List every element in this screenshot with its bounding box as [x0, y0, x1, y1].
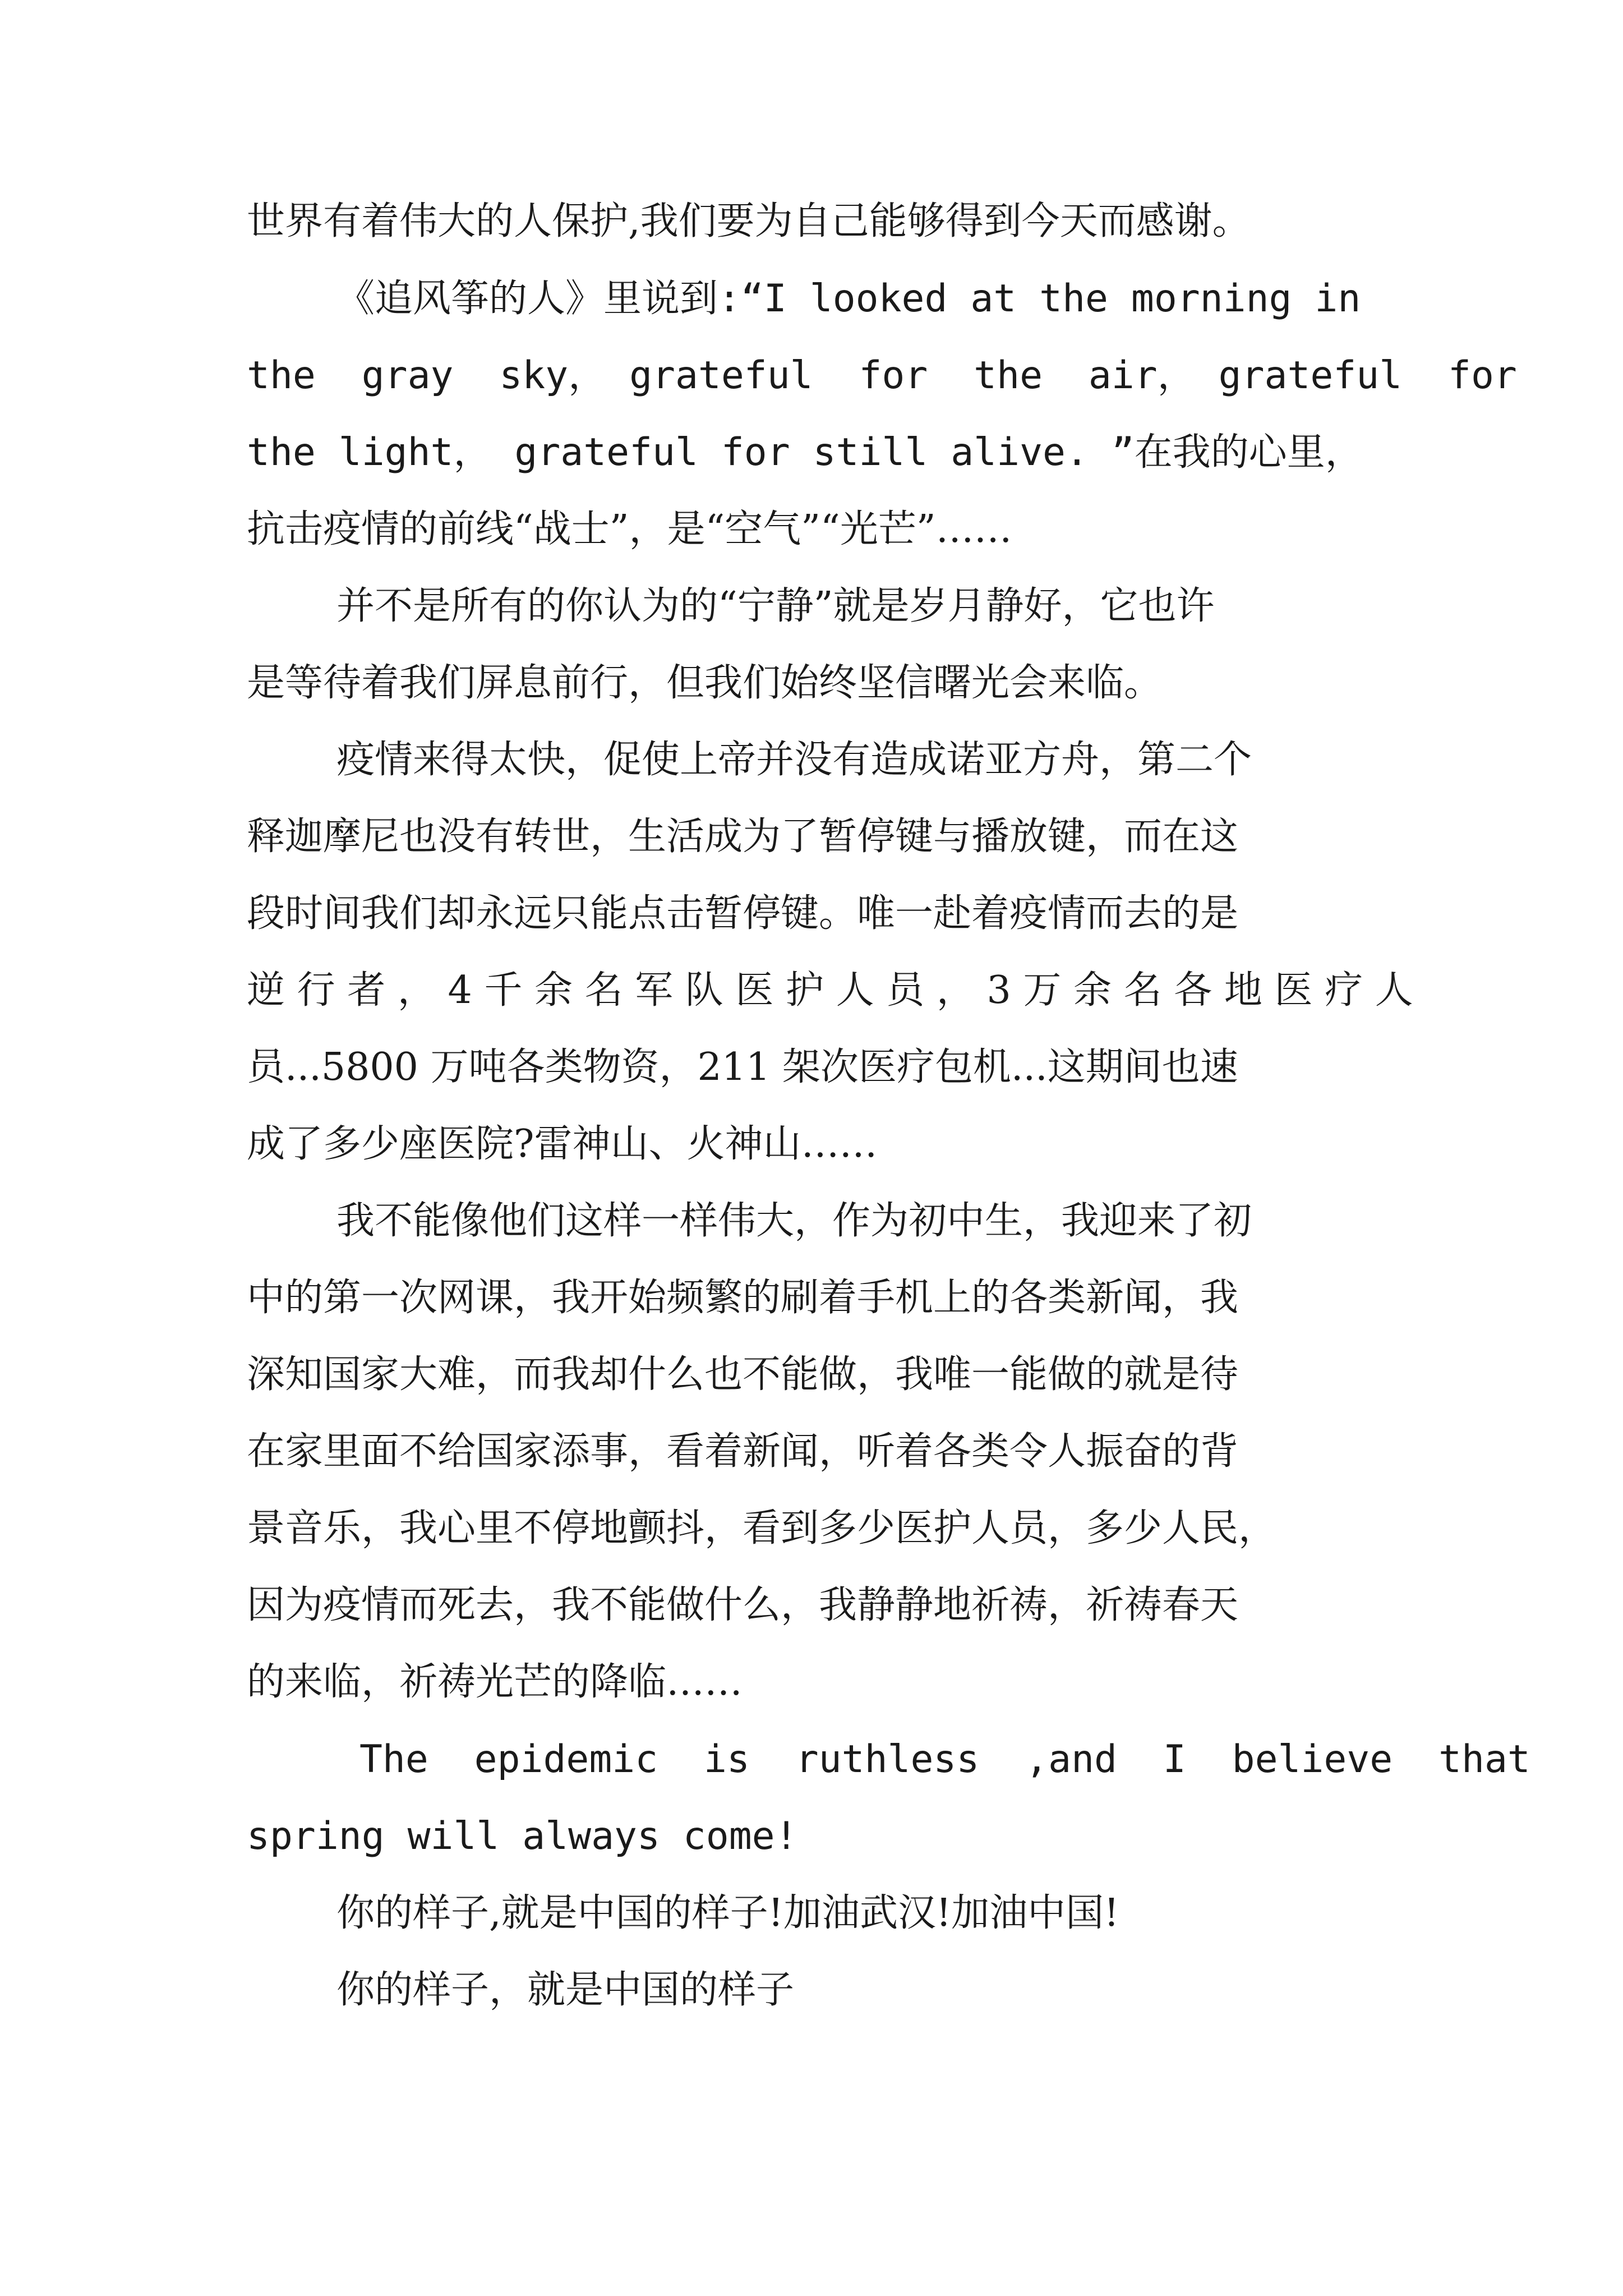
text-line: 员...5800 万吨各类物资，211 架次医疗包机...这期间也速	[247, 1045, 1238, 1089]
text-line: 深知国家大难，而我却什么也不能做，我唯一能做的就是待	[247, 1352, 1239, 1397]
text-line: 你的样子，就是中国的样子	[336, 1968, 795, 2012]
text-line: 逆 行 者 ， 4 千 余 名 军 队 医 护 人 员 ， 3 万 余 名 各 地 医 疗 人	[247, 968, 1413, 1013]
text-line: 是等待着我们屏息前行，但我们始终坚信曙光会来临。	[247, 661, 1163, 705]
text-line: 的来临，祈祷光芒的降临……	[247, 1660, 743, 1704]
text-line: 世界有着伟大的人保护,我们要为自己能够得到今天而感谢。	[247, 199, 1251, 243]
text-line: The epidemic is ruthless ,and I believe that	[336, 1737, 1530, 1782]
text-line: 《追风筝的人》里说到:“I looked at the morning in	[336, 277, 1361, 321]
text-line: 疫情来得太快，促使上帝并没有造成诺亚方舟，第二个	[336, 738, 1252, 782]
text-line: the gray sky， grateful for the air， grateful for	[247, 353, 1517, 398]
text-line: 抗击疫情的前线“战士”，是“空气”“光芒”……	[247, 507, 1012, 551]
text-line: the light， grateful for still alive. ”在我的心里，	[247, 430, 1363, 475]
text-line: 中的第一次网课，我开始频繁的刷着手机上的各类新闻，我	[247, 1276, 1239, 1320]
text-line: spring will always come!	[247, 1814, 798, 1858]
text-line: 并不是所有的你认为的“宁静”就是岁月静好，它也许	[336, 584, 1215, 628]
text-line: 成了多少座医院?雷神山、火神山……	[247, 1122, 878, 1166]
text-line: 在家里面不给国家添事，看着新闻，听着各类令人振奋的背	[247, 1429, 1239, 1474]
text-line: 释迦摩尼也没有转世，生活成为了暂停键与播放键，而在这	[247, 815, 1239, 859]
text-line: 景音乐，我心里不停地颤抖，看到多少医护人员，多少人民，	[247, 1506, 1277, 1550]
text-line: 我不能像他们这样一样伟大，作为初中生，我迎来了初	[336, 1199, 1252, 1243]
text-line: 因为疫情而死去，我不能做什么，我静静地祈祷，祈祷春天	[247, 1583, 1239, 1627]
text-line: 你的样子,就是中国的样子!加油武汉!加油中国!	[336, 1891, 1119, 1935]
text-line: 段时间我们却永远只能点击暂停键。唯一赴着疫情而去的是	[247, 891, 1239, 936]
